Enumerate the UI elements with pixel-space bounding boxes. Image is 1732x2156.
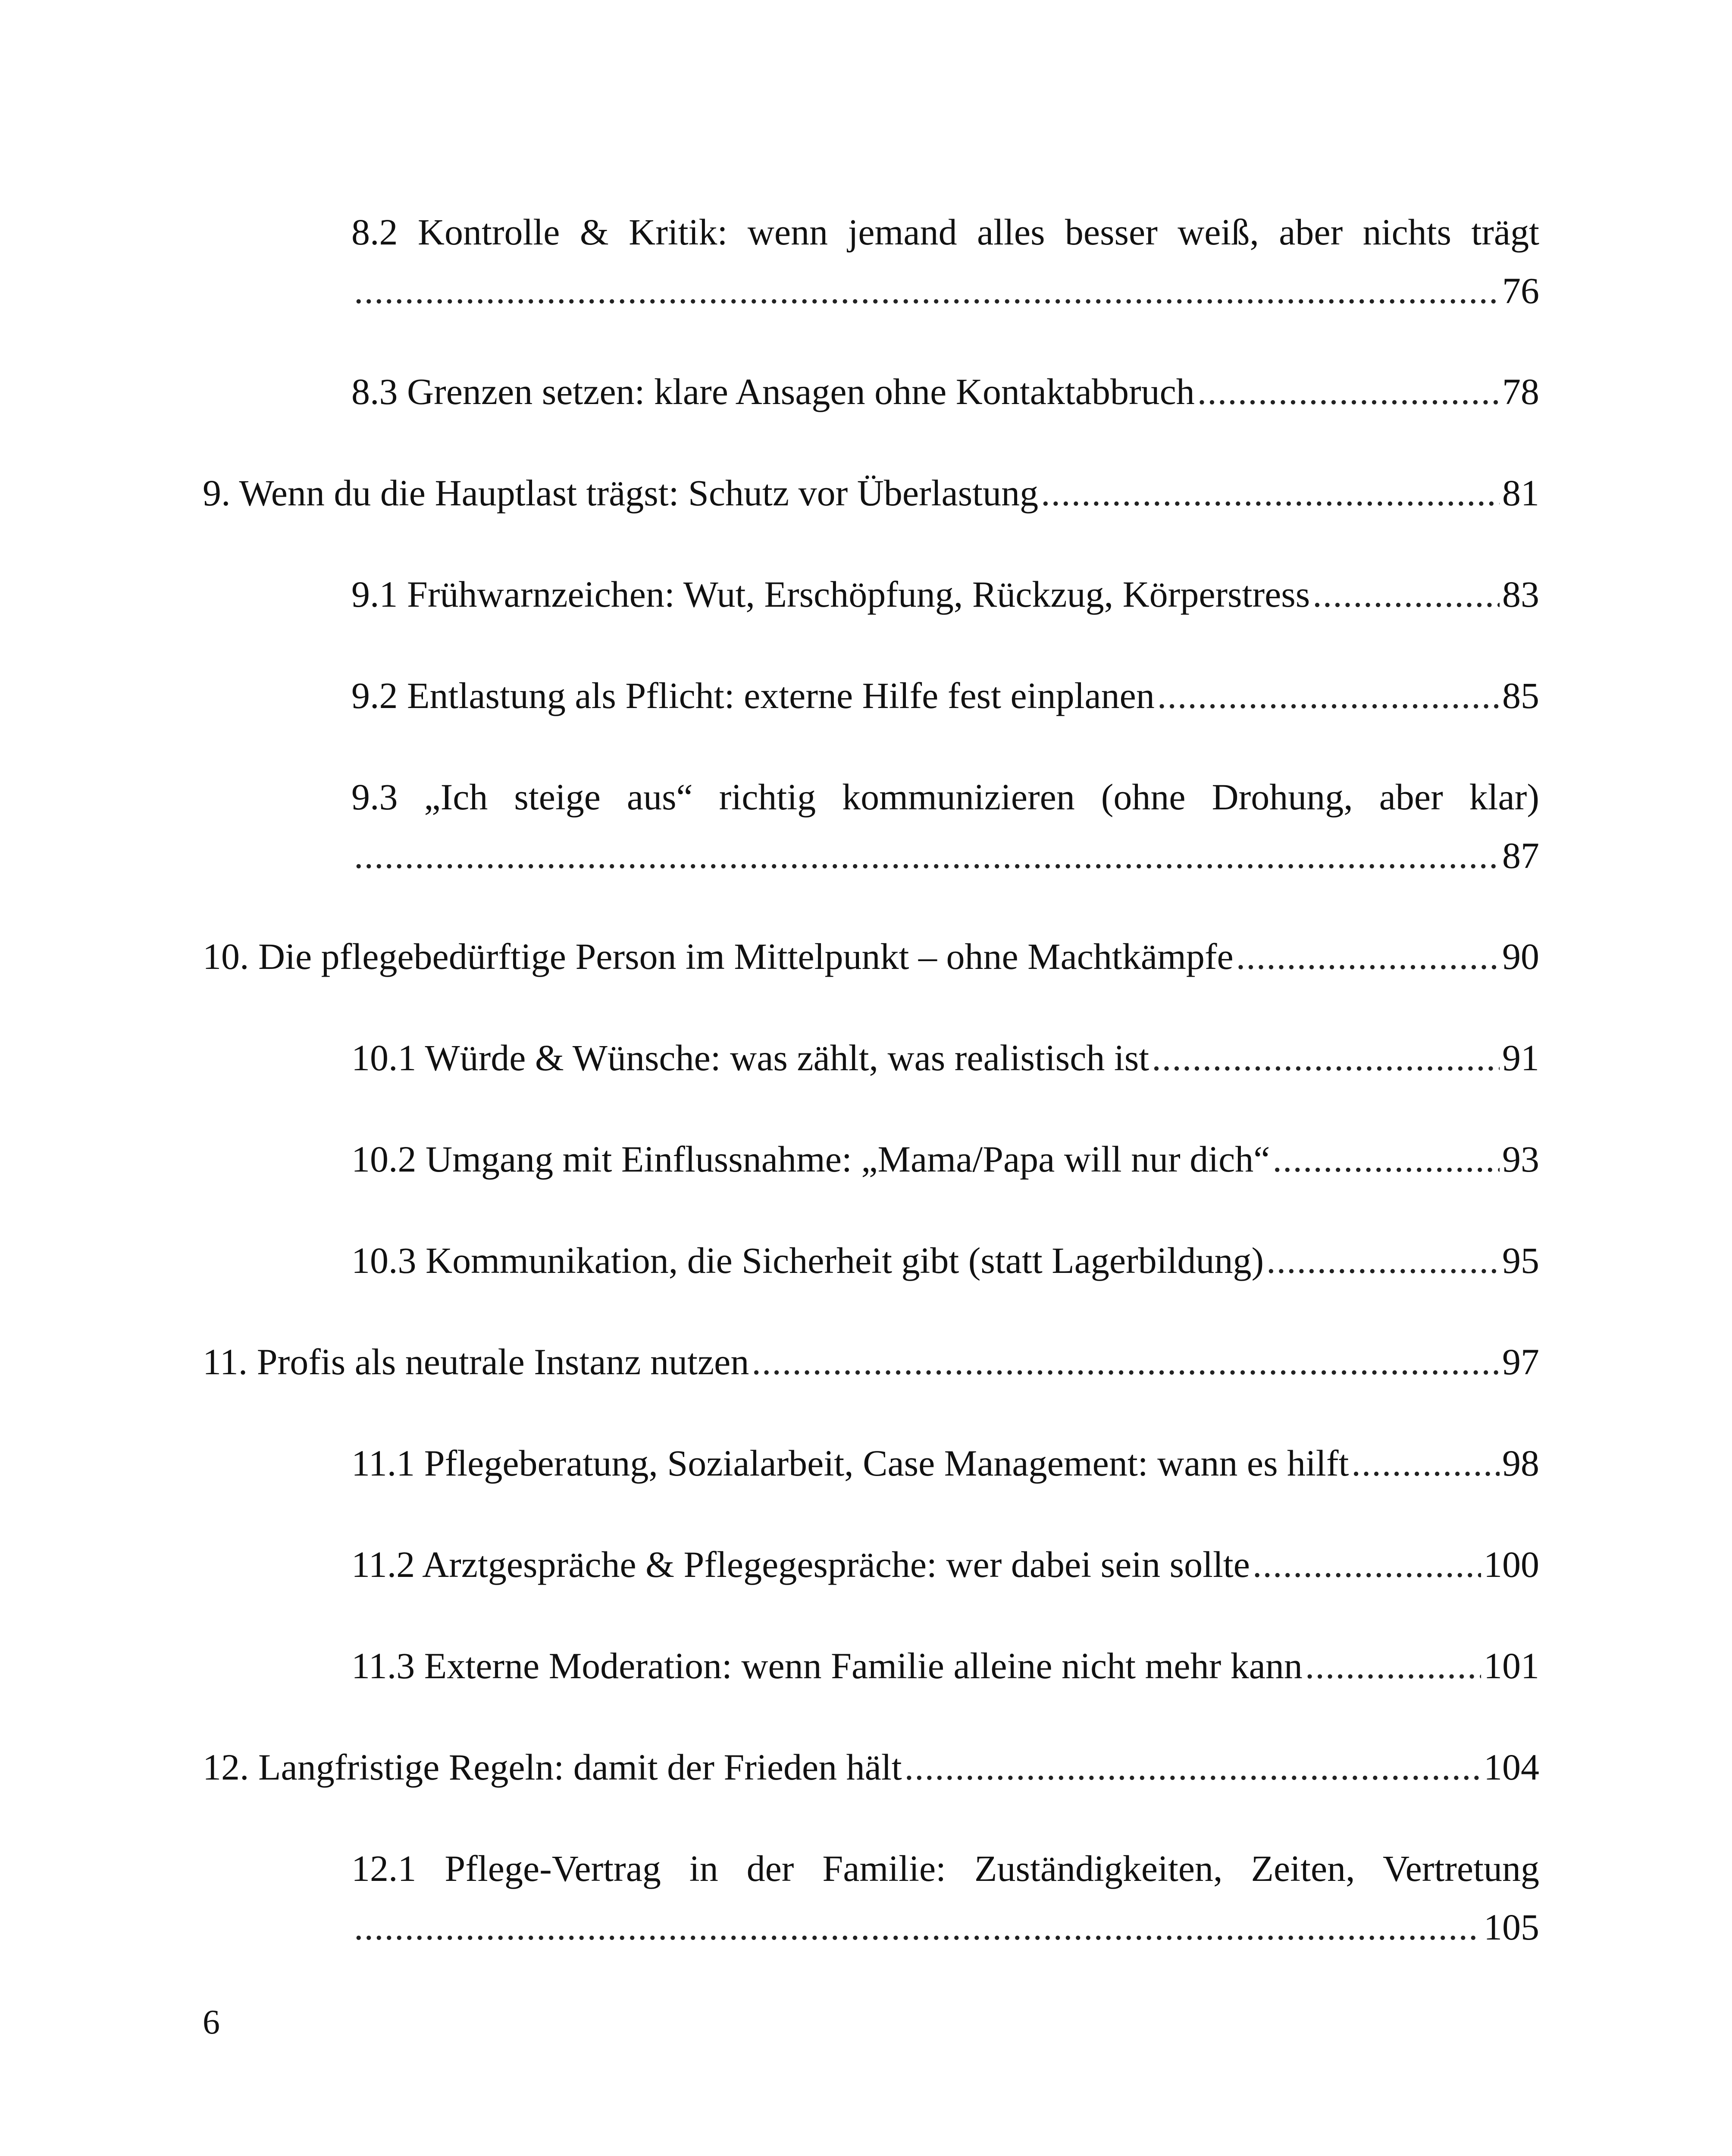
toc-leader-dots <box>1312 568 1500 620</box>
toc-entry[interactable] <box>351 771 1539 881</box>
toc-entry-title: 9.3 „Ich steige aus“ richtig kommunizieren (ohne Drohung, aber klar) <box>351 776 1539 818</box>
toc-leader-dots <box>1236 931 1500 982</box>
toc-entry-title: 11.3 Externe Moderation: wenn Familie alleine nicht mehr kann <box>351 1645 1303 1686</box>
toc-leader-dots <box>1041 467 1500 519</box>
toc-leader-dots <box>905 1741 1481 1793</box>
toc-entry-title: 9.1 Frühwarnzeichen: Wut, Erschöpfung, Rückzug, Körperstress <box>351 573 1310 615</box>
toc-entry-title: 10.3 Kommunikation, die Sicherheit gibt (statt Lagerbildung) <box>351 1240 1264 1281</box>
toc-entry[interactable] <box>203 1336 1539 1388</box>
toc-leader-dots <box>1197 366 1500 417</box>
toc-page-number: 83 <box>1502 573 1539 615</box>
toc-leader-dots <box>1266 1235 1500 1286</box>
toc-entry-title: 11.2 Arztgespräche & Pflegegespräche: wer dabei sein sollte <box>351 1544 1250 1585</box>
toc-page-number: 93 <box>1502 1138 1539 1180</box>
toc-page-number: 98 <box>1502 1442 1539 1484</box>
toc-page-number: 104 <box>1484 1746 1539 1788</box>
toc-page-number: 87 <box>1502 835 1539 876</box>
toc-leader-dots <box>1351 1437 1500 1489</box>
toc-page-number: 85 <box>1502 675 1539 716</box>
toc-leader-dots <box>354 265 1500 317</box>
toc-entry[interactable] <box>351 1437 1539 1489</box>
toc-leader-dots <box>354 1901 1481 1953</box>
toc-page-number: 95 <box>1502 1240 1539 1281</box>
toc-leader-dots <box>752 1336 1500 1388</box>
toc-page-number: 105 <box>1484 1906 1539 1948</box>
toc-entry[interactable] <box>351 1235 1539 1286</box>
toc-leader-dots <box>1305 1640 1481 1692</box>
toc-entry[interactable] <box>351 670 1539 721</box>
toc-entry[interactable] <box>351 1133 1539 1185</box>
toc-page-number: 100 <box>1484 1544 1539 1585</box>
toc-entry[interactable] <box>351 206 1539 317</box>
toc-entry[interactable] <box>351 1640 1539 1692</box>
toc-page-number: 101 <box>1484 1645 1539 1686</box>
toc-leader-dots <box>354 830 1500 881</box>
toc-entry[interactable] <box>203 467 1539 519</box>
toc-leader-dots <box>1253 1539 1481 1590</box>
page-number: 6 <box>203 2003 220 2041</box>
toc-entry-title: 9. Wenn du die Hauptlast trägst: Schutz vor Überlastung <box>203 472 1039 514</box>
toc-page-number: 81 <box>1502 472 1539 514</box>
toc-entry[interactable] <box>351 366 1539 417</box>
toc-entry-title: 11. Profis als neutrale Instanz nutzen <box>203 1341 749 1382</box>
toc-page-number: 78 <box>1502 371 1539 412</box>
toc-entry-title: 10. Die pflegebedürftige Person im Mittelpunkt – ohne Machtkämpfe <box>203 936 1234 977</box>
toc-leader-dots <box>1272 1133 1500 1185</box>
toc-entry-title: 9.2 Entlastung als Pflicht: externe Hilfe fest einplanen <box>351 675 1155 716</box>
toc-entry-title: 12. Langfristige Regeln: damit der Frieden hält <box>203 1746 902 1788</box>
toc-entry[interactable] <box>351 1032 1539 1084</box>
toc-entry[interactable] <box>203 931 1539 982</box>
toc-entry[interactable] <box>351 568 1539 620</box>
toc-page-number: 91 <box>1502 1037 1539 1078</box>
toc-page-number: 90 <box>1502 936 1539 977</box>
toc-entry[interactable] <box>203 1741 1539 1793</box>
toc-entry[interactable] <box>351 1843 1539 1953</box>
toc-entry-title: 12.1 Pflege-Vertrag in der Familie: Zuständigkeiten, Zeiten, Vertretung <box>351 1848 1539 1889</box>
toc-leader-dots <box>1152 1032 1500 1084</box>
toc-entry-title: 10.2 Umgang mit Einflussnahme: „Mama/Papa will nur dich“ <box>351 1138 1270 1180</box>
toc-entry[interactable] <box>351 1539 1539 1590</box>
toc-entry-title: 8.3 Grenzen setzen: klare Ansagen ohne Kontaktabbruch <box>351 371 1195 412</box>
toc-page-number: 97 <box>1502 1341 1539 1382</box>
toc-leader-dots <box>1157 670 1500 721</box>
toc-entry-title: 10.1 Würde & Wünsche: was zählt, was realistisch ist <box>351 1037 1149 1078</box>
toc-entry-title: 11.1 Pflegeberatung, Sozialarbeit, Case Management: wann es hilft <box>351 1442 1349 1484</box>
toc-entry-title: 8.2 Kontrolle & Kritik: wenn jemand alles besser weiß, aber nichts trägt <box>351 211 1539 253</box>
toc-page-number: 76 <box>1502 270 1539 311</box>
